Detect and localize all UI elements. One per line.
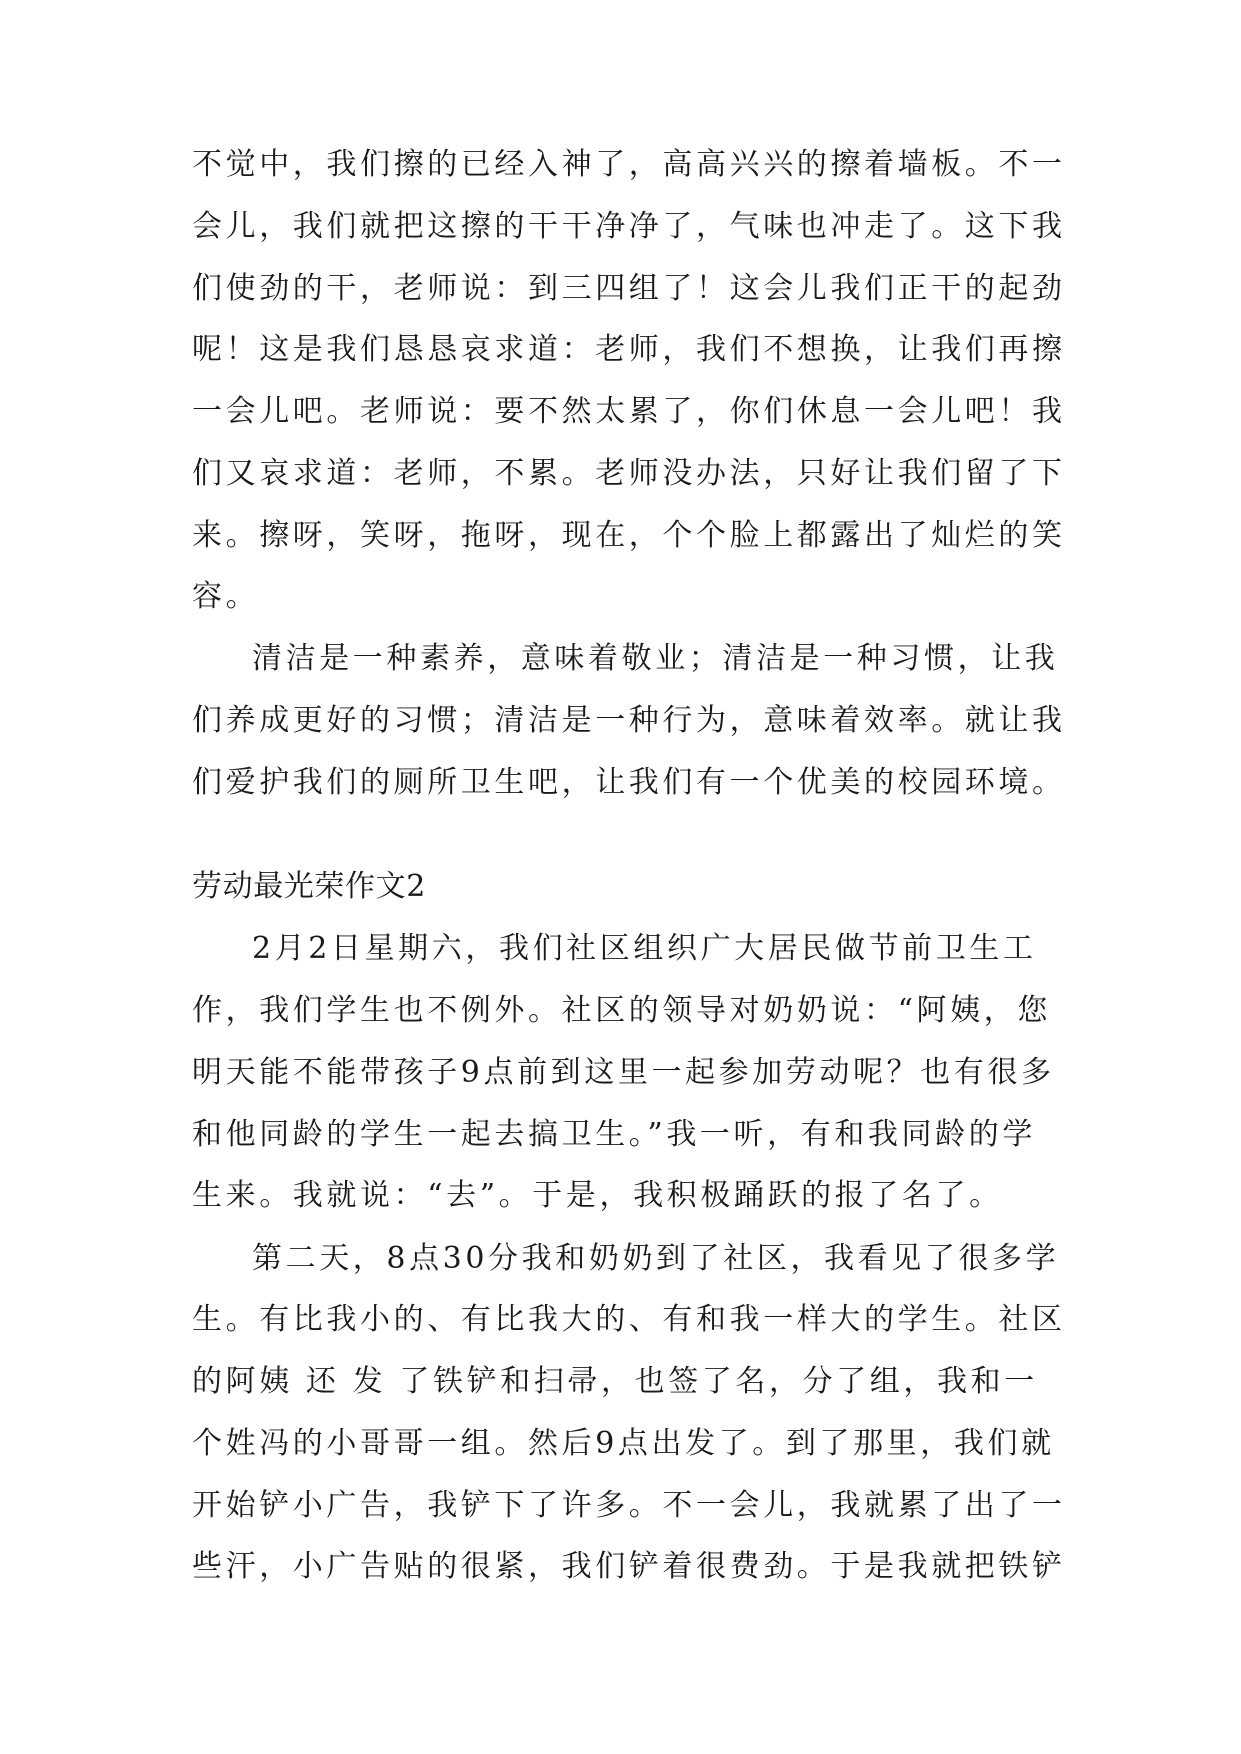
- paragraph-line: 生。有比我小的、有比我大的、有和我一样大的学生。社区: [192, 1302, 1066, 1337]
- paragraph-line: 们又哀求道：老师，不累。老师没办法，只好让我们留了下: [192, 456, 1066, 491]
- paragraph-line: 的阿姨 还 发 了铁铲和扫帚，也签了名，分了组，我和一: [192, 1364, 1038, 1399]
- paragraph-line: 们使劲的干，老师说：到三四组了！这会儿我们正干的起劲: [192, 271, 1066, 306]
- paragraph-line: 们养成更好的习惯；清洁是一种行为，意味着效率。就让我: [192, 703, 1066, 738]
- paragraph-line: 生来。我就说：“去”。于是，我积极踊跃的报了名了。: [192, 1178, 1003, 1213]
- paragraph-line: 会儿，我们就把这擦的干干净净了，气味也冲走了。这下我: [192, 209, 1066, 244]
- paragraph-line: 第二天，8点30分我和奶奶到了社区，我看见了很多学: [252, 1241, 1060, 1276]
- paragraph-line: 不觉中，我们擦的已经入神了，高高兴兴的擦着墙板。不一: [192, 147, 1066, 182]
- section-title: 劳动最光荣作文2: [192, 869, 426, 904]
- paragraph-line: 来。擦呀，笑呀，拖呀，现在，个个脸上都露出了灿烂的笑: [192, 518, 1066, 553]
- paragraph-line: 呢！这是我们恳恳哀求道：老师，我们不想换，让我们再擦: [192, 332, 1066, 367]
- paragraph-line: 开始铲小广告，我铲下了许多。不一会儿，我就累了出了一: [192, 1488, 1066, 1523]
- paragraph-line: 作，我们学生也不例外。社区的领导对奶奶说：“阿姨，您: [192, 993, 1051, 1028]
- paragraph-line: 清洁是一种素养，意味着敬业；清洁是一种习惯，让我: [252, 641, 1059, 676]
- paragraph-line: 们爱护我们的厕所卫生吧，让我们有一个优美的校园环境。: [192, 765, 1066, 800]
- paragraph-line: 些汗，小广告贴的很紧，我们铲着很费劲。于是我就把铁铲: [192, 1549, 1066, 1584]
- paragraph-line: 2月2日星期六，我们社区组织广大居民做节前卫生工: [252, 931, 1037, 966]
- paragraph-line: 明天能不能带孩子9点前到这里一起参加劳动呢？也有很多: [192, 1055, 1055, 1090]
- paragraph-line: 个姓冯的小哥哥一组。然后9点出发了。到了那里，我们就: [192, 1426, 1055, 1461]
- paragraph-line: 容。: [192, 579, 260, 614]
- paragraph-line: 和他同龄的学生一起去搞卫生。”我一听，有和我同龄的学: [192, 1117, 1036, 1152]
- paragraph-line: 一会儿吧。老师说：要不然太累了，你们休息一会儿吧！我: [192, 394, 1066, 429]
